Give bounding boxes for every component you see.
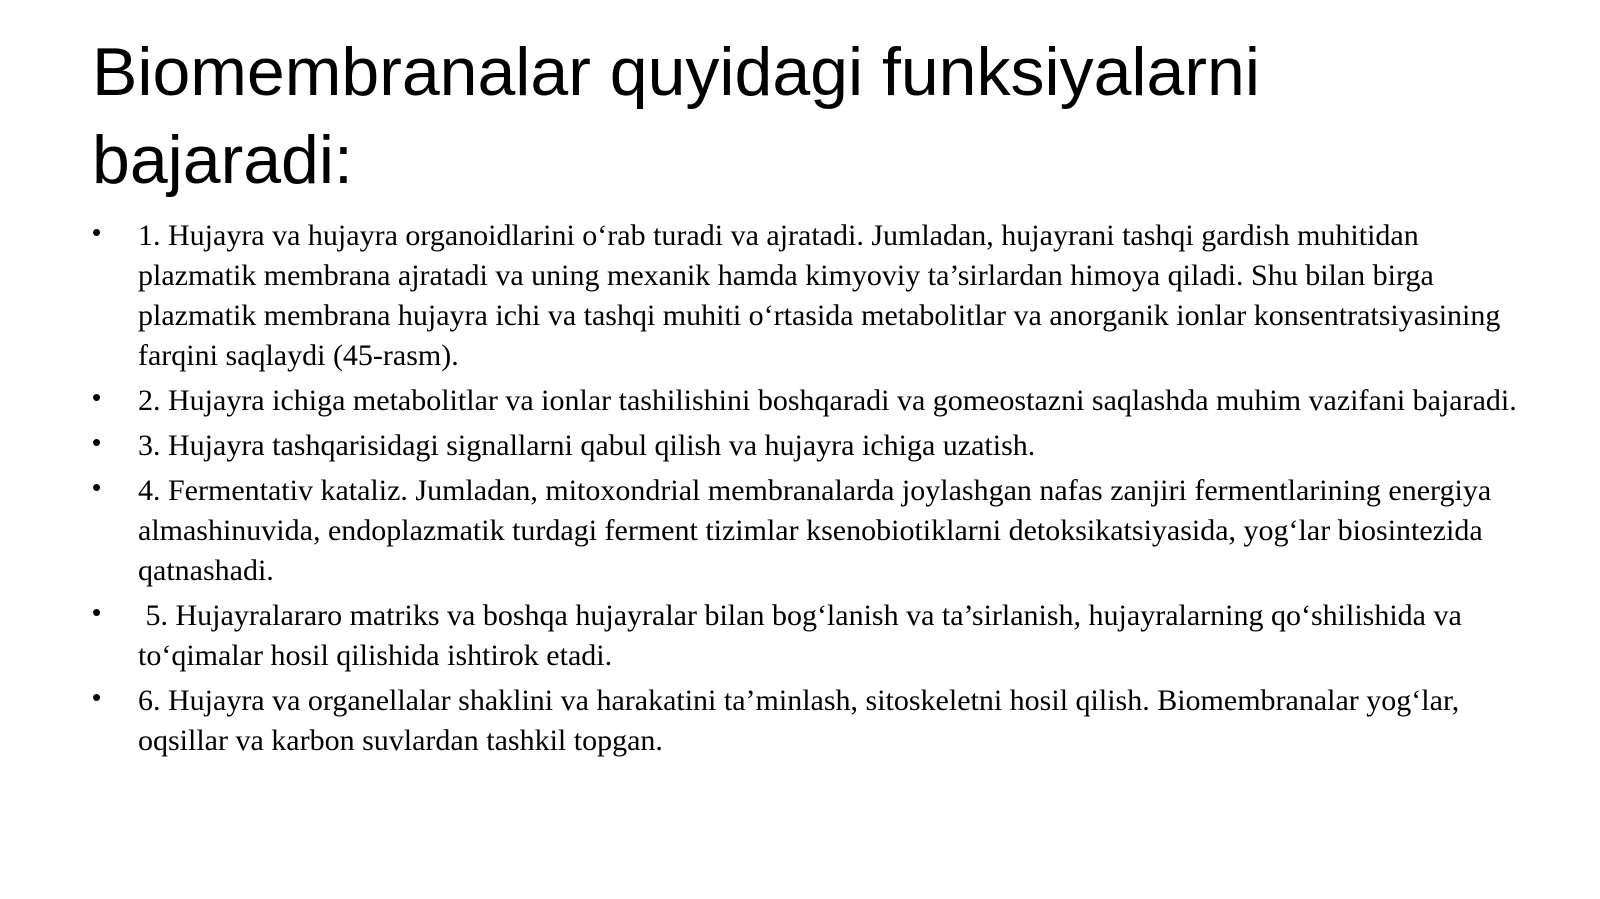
bullet-item-1: [92, 216, 1522, 376]
bullet-item-5: [92, 596, 1522, 676]
bullet-item-2: [92, 381, 1522, 421]
slide-title: Biomembranalar quyidagi funksiyalarni bajaradi:: [92, 34, 1260, 198]
bullet-icon: •: [92, 597, 102, 627]
bullet-icon: •: [92, 682, 102, 712]
bullet-icon: •: [92, 427, 102, 457]
bullet-item-6: [92, 681, 1522, 761]
bullet-list: [92, 216, 1522, 766]
bullet-text: 6. Hujayra va organellalar shaklini va harakatini ta’minlash, sitoskeletni hosil qilish. Biomembranalar yog‘lar, oqsillar va karbon suvlardan tashkil topgan.: [138, 684, 1460, 757]
bullet-text: 2. Hujayra ichiga metabolitlar va ionlar tashilishini boshqaradi va gomeostazni saqlashda muhim vazifani bajaradi.: [138, 384, 1517, 417]
bullet-text: 3. Hujayra tashqarisidagi signallarni qabul qilish va hujayra ichiga uzatish.: [138, 429, 1036, 462]
bullet-icon: •: [92, 472, 102, 502]
bullet-icon: •: [92, 382, 102, 412]
bullet-text: 4. Fermentativ kataliz. Jumladan, mitoxondrial membranalarda joylashgan nafas zanjiri fermentlarining energiya almashinuvida, endoplazmatik turdagi ferment tizimlar ksenobiotiklarni detoksikatsiyasida, yog‘lar biosintezida qatnashadi.: [138, 474, 1492, 587]
bullet-item-3: [92, 426, 1522, 466]
bullet-text: 5. Hujayralararo matriks va boshqa hujayralar bilan bog‘lanish va ta’sirlanish, hujayralarning qo‘shilishida va to‘qimalar hosil qilishida ishtirok etadi.: [138, 599, 1470, 672]
bullet-item-4: [92, 471, 1522, 591]
bullet-text: 1. Hujayra va hujayra organoidlarini o‘rab turadi va ajratadi. Jumladan, hujayrani tashqi gardish muhitidan plazmatik membrana ajratadi va uning mexanik hamda kimyoviy ta’sirlardan himoya qiladi. Shu bilan birga plazmatik membrana hujayra ichi va tashqi muhiti o‘rtasida metabolitlar va anorganik ionlar konsentratsiyasining farqini saqlaydi (45-rasm).: [138, 219, 1501, 372]
bullet-icon: •: [92, 217, 102, 247]
